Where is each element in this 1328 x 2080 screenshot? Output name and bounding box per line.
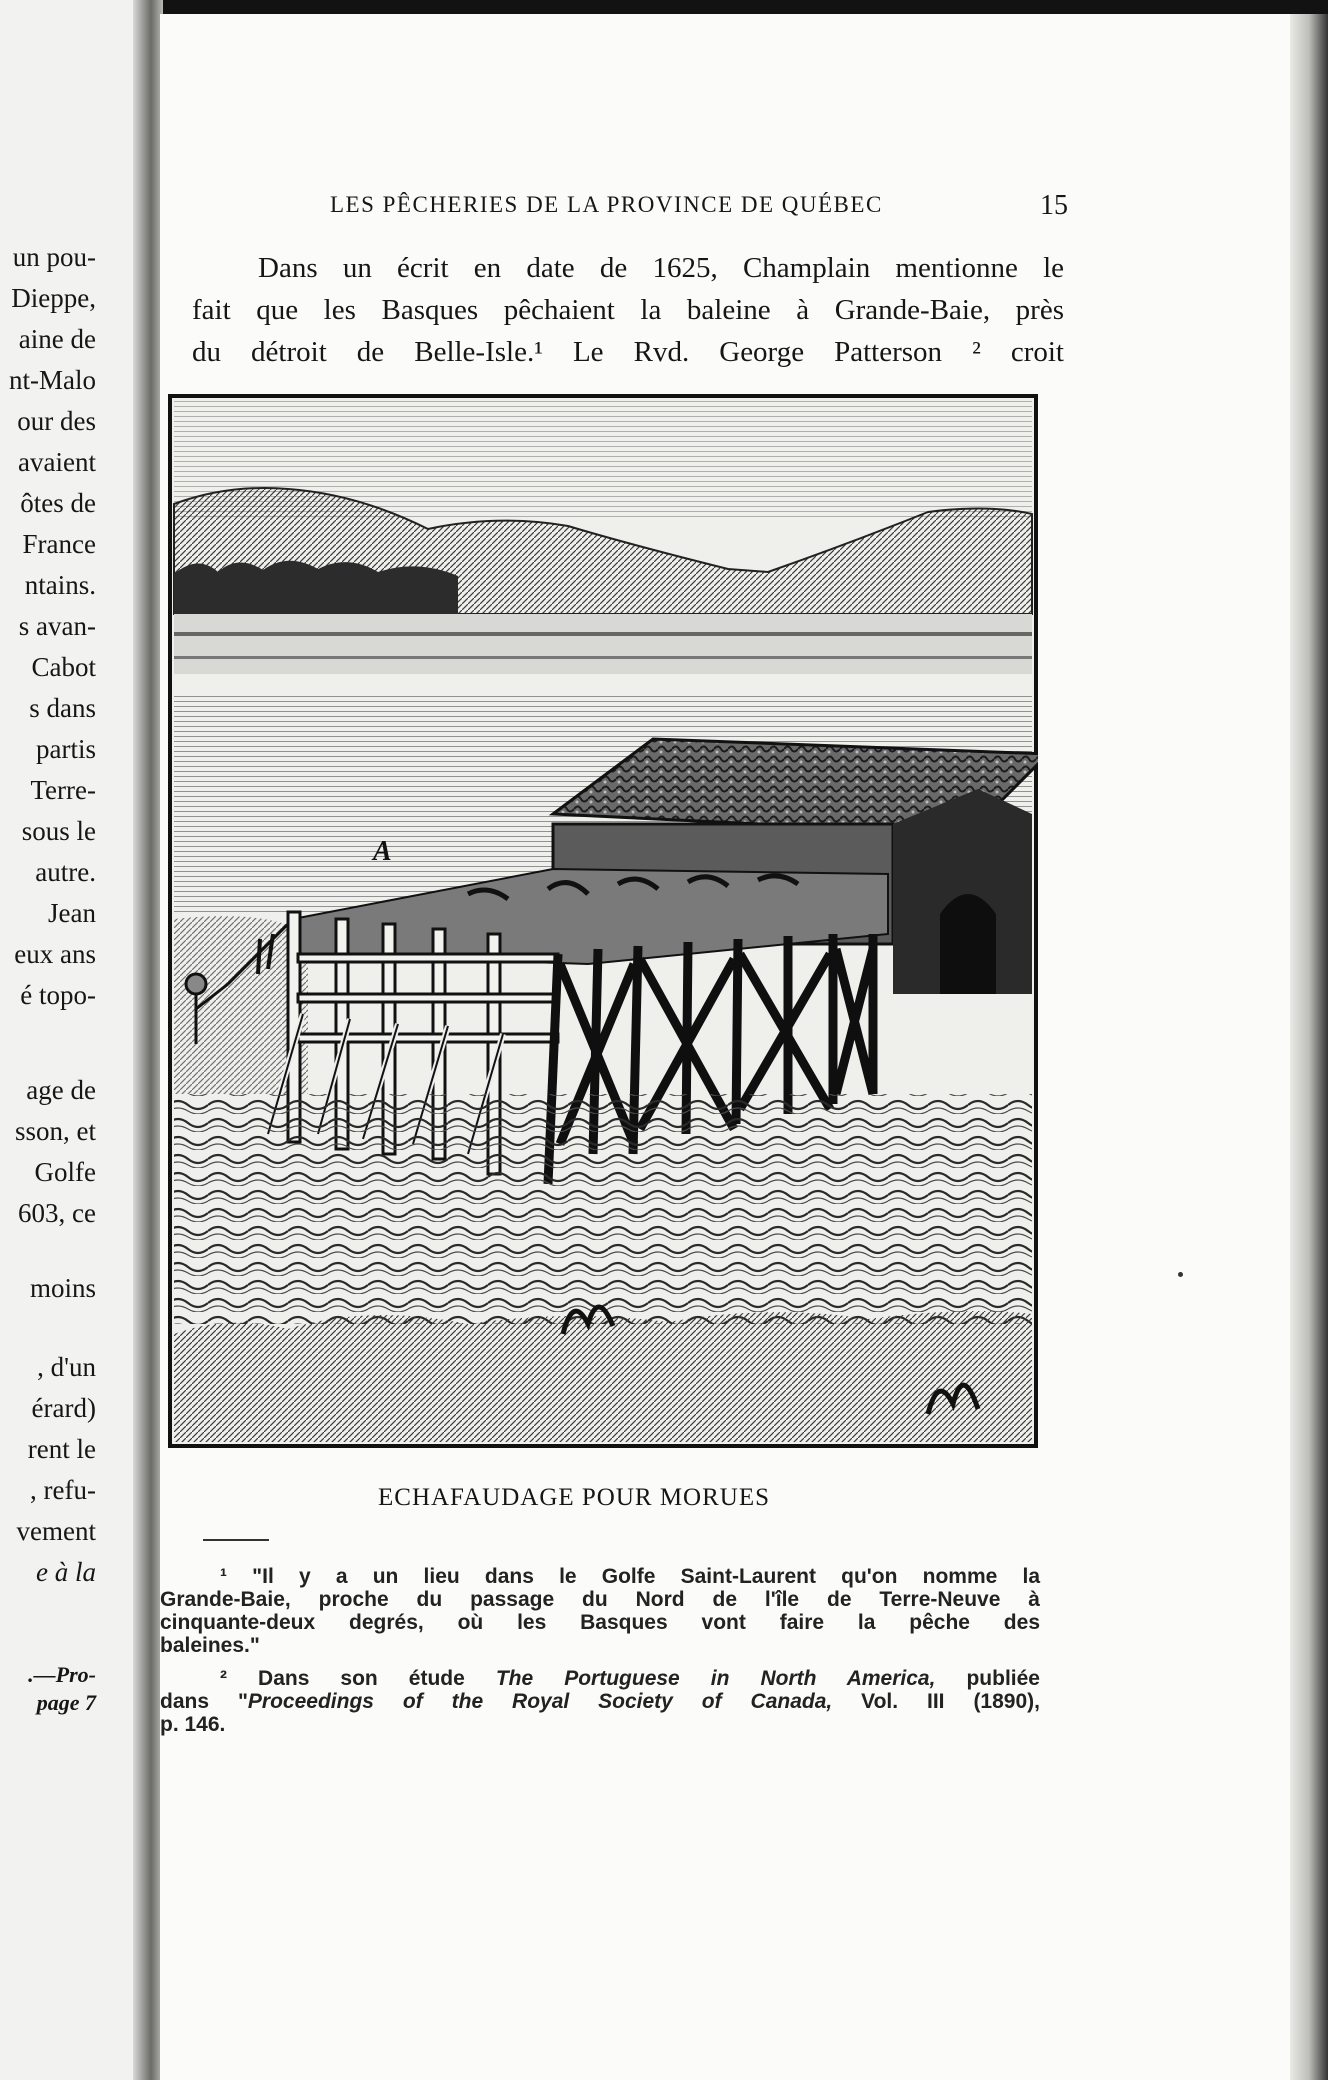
- left-line: un pou-: [12, 242, 96, 272]
- running-head: LES PÊCHERIES DE LA PROVINCE DE QUÉBEC: [330, 192, 883, 217]
- footnote-2-line2: dans "Proceedings of the Royal Society of Canada, Vol. III (1890),: [160, 1690, 1040, 1713]
- left-line: nt-Malo: [9, 365, 96, 395]
- far-shore: [174, 614, 1032, 674]
- body-line: du détroit de Belle-Isle.¹ Le Rvd. George Patterson ² croit: [192, 336, 1064, 368]
- left-line: , refu-: [30, 1475, 96, 1505]
- engraving-illustration: [168, 394, 1038, 1448]
- foreground-grass: [174, 1311, 1032, 1442]
- left-line: partis: [36, 734, 96, 764]
- page-number: 15: [1040, 190, 1068, 221]
- book-gutter: [133, 0, 163, 2080]
- left-line: rent le: [27, 1434, 96, 1464]
- footnote-line: p. 146.: [160, 1713, 226, 1736]
- body-line: fait que les Basques pêchaient la baleine à Grande-Baie, près: [192, 294, 1064, 326]
- page-edge: [1290, 14, 1328, 2080]
- left-line: moins: [29, 1273, 96, 1303]
- left-line: s avan-: [18, 611, 96, 641]
- speck: [1178, 1272, 1183, 1277]
- left-line: Cabot: [31, 652, 96, 682]
- left-line: page 7: [36, 1690, 96, 1715]
- left-line: France: [22, 529, 96, 559]
- left-line: sous le: [21, 816, 96, 846]
- left-line: e à la: [36, 1557, 96, 1587]
- footnote-line: baleines.": [160, 1634, 260, 1657]
- left-line: ntains.: [24, 570, 96, 600]
- left-line: .—Pro-: [28, 1662, 96, 1687]
- left-line: autre.: [35, 857, 96, 887]
- left-line: our des: [17, 406, 96, 436]
- left-line: , d'un: [37, 1352, 96, 1382]
- left-line: Golfe: [34, 1157, 96, 1187]
- left-line: aine de: [18, 324, 96, 354]
- body-line: Dans un écrit en date de 1625, Champlain mentionne le: [258, 252, 1064, 284]
- left-line: Terre-: [30, 775, 96, 805]
- left-line: érard): [31, 1393, 96, 1423]
- footnote-line: Grande-Baie, proche du passage du Nord de l'île de Terre-Neuve à: [160, 1588, 1040, 1611]
- footnote-rule: [203, 1539, 269, 1541]
- left-line: Dieppe,: [11, 283, 96, 313]
- rough-water: [174, 1094, 1032, 1324]
- shed-doorway: [940, 894, 996, 994]
- figure-label: A: [373, 836, 392, 867]
- footnote-2-line1: ² Dans son étude The Portuguese in North America, publiée: [220, 1667, 1040, 1690]
- left-line: vement: [16, 1516, 96, 1546]
- left-line: avaient: [18, 447, 96, 477]
- left-line: eux ans: [14, 939, 96, 969]
- left-line: s dans: [29, 693, 96, 723]
- left-line: sson, et: [15, 1116, 96, 1146]
- left-line: age de: [26, 1075, 96, 1105]
- footnote-line: ¹ "Il y a un lieu dans le Golfe Saint-Laurent qu'on nomme la: [220, 1565, 1040, 1588]
- footnote-line: cinquante-deux degrés, où les Basques vont faire la pêche des: [160, 1611, 1040, 1634]
- figure-caption: ECHAFAUDAGE POUR MORUES: [378, 1484, 771, 1511]
- left-line: Jean: [48, 898, 96, 928]
- left-line: é topo-: [20, 980, 96, 1010]
- left-line: ôtes de: [20, 488, 96, 518]
- left-line: 603, ce: [18, 1198, 96, 1228]
